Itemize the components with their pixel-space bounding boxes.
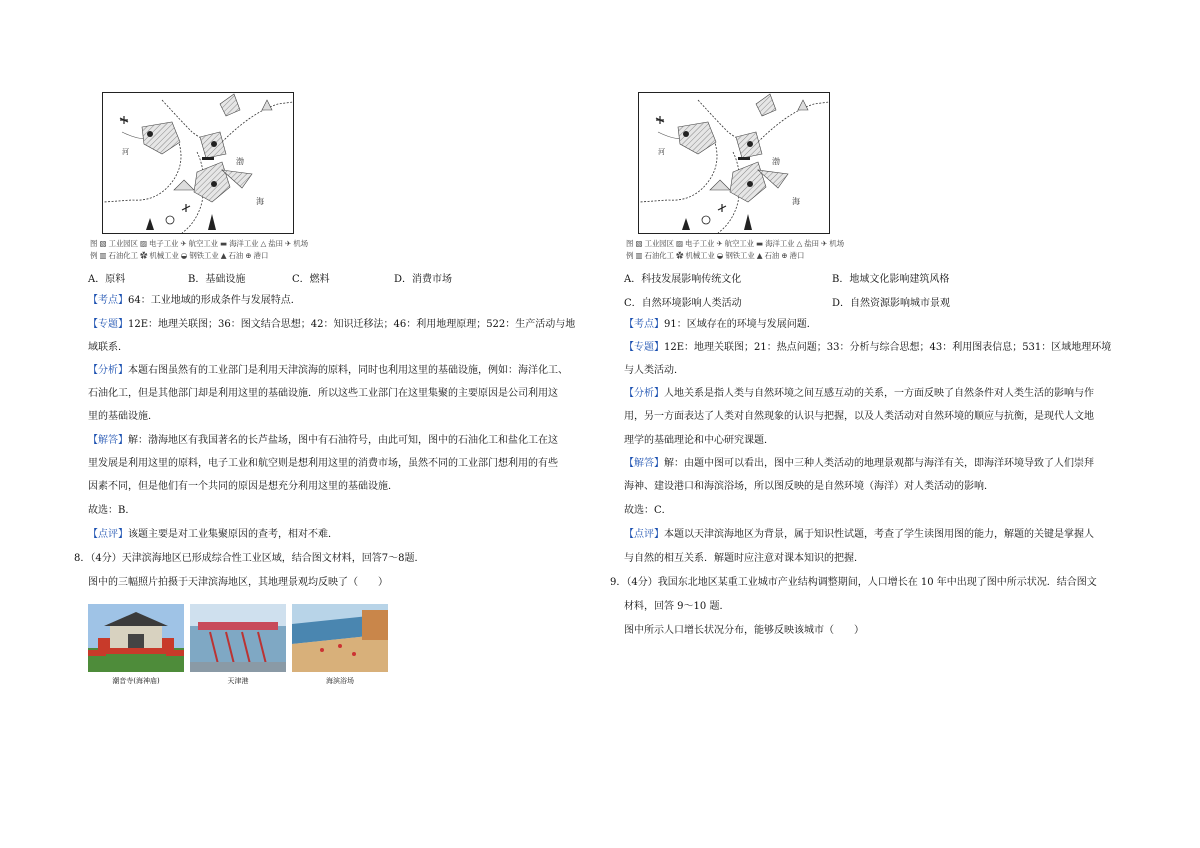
jieda-text: 解：由题中图可以看出，图中三种人类活动的地理景观都与海洋有关，即海洋环境导致了人们崇拜 [664,458,1094,469]
legend-line-1: 图 ▧ 工业园区 ▨ 电子工业 ✈ 航空工业 ▬ 海洋工业 △ 盐田 ✈ 机场 [90,239,308,248]
kaodian-row [88,294,301,308]
legend-line-1: 图 ▧ 工业园区 ▨ 电子工业 ✈ 航空工业 ▬ 海洋工业 △ 盐田 ✈ 机场 [626,239,844,248]
dianping-text: 该题主要是对工业集聚原因的查考，相对不难． [128,529,338,540]
jieda-row [624,457,1094,471]
dianping-text: 本题以天津滨海地区为背景，属于知识性试题，考查了学生读图用图的能力，解题的关键是掌握人 [664,529,1094,540]
zhuanti-tag: 【专题】 [88,319,128,330]
legend-line-2: 例 ▥ 石油化工 ✿ 机械工业 ◒ 钢铁工业 ▲ 石油 ⊕ 港口 [626,251,805,260]
question-8-stem: 图中的三幅照片拍摄于天津滨海地区，其地理景观均反映了（ ） [88,577,388,588]
option-b: B．基础设施 [188,274,246,285]
left-map-legend [90,238,308,262]
question-9-stem: 图中所示人口增长状况分布，能够反映该城市（ ） [624,625,864,636]
dianping-row [624,528,1094,542]
caption-beach: 海滨浴场 [326,677,354,685]
jieda-tag: 【解答】 [624,458,664,469]
jieda-tag: 【解答】 [88,435,128,446]
option-c: C．燃料 [292,274,330,285]
option-b: B．地域文化影响建筑风格 [832,274,950,285]
fenxi-text: 人地关系是指人类与自然环境之间互感互动的关系，一方面反映了自然条件对人类生活的影响与作 [664,388,1094,399]
fenxi-text-2: 用，另一方面表达了人类对自然现象的认识与把握，以及人类活动对自然环境的顺应与抗衡，是现代人文地 [624,411,1094,422]
fenxi-row [624,387,1094,401]
dianping-text-2: 与自然的相互关系．解题时应注意对课本知识的把握． [624,553,864,564]
dianping-tag: 【点评】 [624,529,664,540]
option-c: C．自然环境影响人类活动 [624,298,742,309]
photo-strip [88,604,388,688]
fenxi-row [88,364,568,378]
jieda-row [88,434,558,448]
right-industrial-map [638,92,830,234]
zhuanti-tag: 【专题】 [624,342,664,353]
option-a: A．原料 [88,274,126,285]
option-d: D．自然资源影响城市景观 [832,298,951,309]
zhuanti-text-2: 域联系． [88,342,128,353]
photo-port [190,604,286,672]
fenxi-tag: 【分析】 [88,365,128,376]
zhuanti-row [624,341,1111,355]
question-9: 9．（4分）我国东北地区某重工业城市产业结构调整期间，人口增长在 10 年中出现了图中所示状况．结合图文 [610,577,1097,588]
kaodian-text: 64：工业地域的形成条件与发展特点． [128,295,301,306]
question-8: 8．（4分）天津滨海地区已形成综合性工业区域，结合图文材料，回答7～8题． [74,553,425,564]
jieda-text-2: 海神、建设港口和海滨浴场，所以图反映的是自然环境（海洋）对人类活动的影响． [624,481,994,492]
option-a: A．科技发展影响传统文化 [624,274,742,285]
dianping-tag: 【点评】 [88,529,128,540]
kaodian-row [624,318,817,332]
dianping-row [88,528,338,542]
kaodian-text: 91：区域存在的环境与发展问题． [664,319,817,330]
zhuanti-text-2: 与人类活动． [624,365,684,376]
fenxi-text-3: 里的基础设施． [88,411,158,422]
fenxi-tag: 【分析】 [624,388,664,399]
kaodian-tag: 【考点】 [624,319,664,330]
fenxi-text-2: 石油化工，但是其他部门却是利用这里的基础设施．所以这些工业部门在这里集聚的主要原因是公司利用这 [88,388,558,399]
jieda-text: 解：渤海地区有我国著名的长芦盐场，图中有石油符号，由此可知，图中的石油化工和盐化工在这 [128,435,558,446]
answer: 故选：B． [88,505,136,516]
right-map-legend [626,238,844,262]
left-industrial-map [102,92,294,234]
zhuanti-text: 12E：地理关联图；36：图文结合思想；42：知识迁移法；46：利用地理原理；522：生产活动与地 [128,319,576,330]
jieda-text-2: 里发展是利用这里的原料，电子工业和航空则是想利用这里的消费市场，虽然不同的工业部门想利用的有些 [88,458,558,469]
photo-beach [292,604,388,672]
legend-line-2: 例 ▥ 石油化工 ✿ 机械工业 ◒ 钢铁工业 ▲ 石油 ⊕ 港口 [90,251,269,260]
zhuanti-text: 12E：地理关联图；21：热点问题；33：分析与综合思想；43：利用图表信息；531：区域地理环境 [664,342,1112,353]
zhuanti-row [88,318,575,332]
option-d: D．消费市场 [394,274,453,285]
fenxi-text-3: 理学的基础理论和中心研究课题． [624,435,774,446]
question-9-line-2: 材料，回答 9～10 题． [624,601,730,612]
jieda-text-3: 因素不同，但是他们有一个共同的原因是想充分利用这里的基础设施． [88,481,398,492]
kaodian-tag: 【考点】 [88,295,128,306]
caption-temple: 潮音寺(海神庙) [112,677,160,685]
fenxi-text: 本题右图虽然有的工业部门是利用天津滨海的原料，同时也利用这里的基础设施，例如：海洋化工、 [128,365,568,376]
caption-port: 天津港 [227,677,249,685]
photo-temple [88,604,184,672]
answer: 故选：C． [624,505,672,516]
